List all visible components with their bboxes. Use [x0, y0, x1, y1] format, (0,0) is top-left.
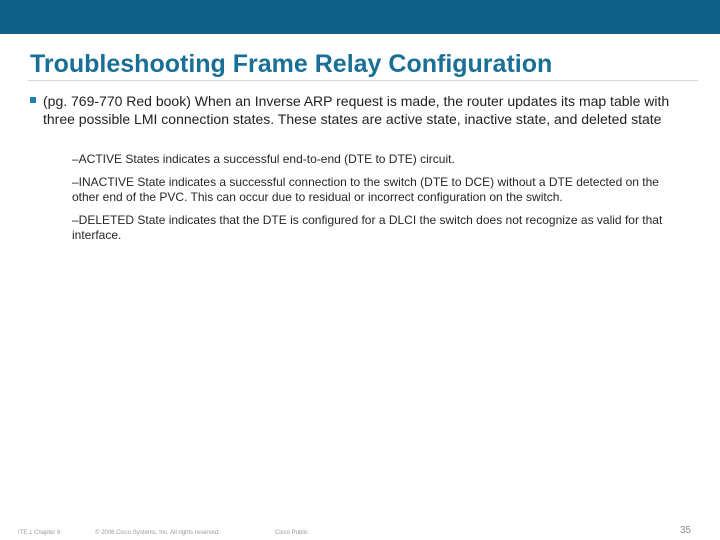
sub-bullet-list — [72, 152, 672, 251]
title-divider — [28, 80, 698, 81]
main-bullet-text: (pg. 769-770 Red book) When an Inverse ARP request is made, the router updates its map table with three possible LMI connection states. These states are active state, inactive state, and deleted state — [43, 93, 670, 127]
footer-classification: Cisco Public — [275, 530, 309, 536]
square-bullet-icon — [30, 97, 36, 103]
sub-bullet-deleted: –DELETED State indicates that the DTE is configured for a DLCI the switch does not recognize as valid for that interface. — [72, 213, 663, 242]
sub-bullet-inactive: –INACTIVE State indicates a successful connection to the switch (DTE to DCE) without a DTE detected on the other end of the PVC. This can occur due to residual or incorrect configuration on the switch. — [72, 175, 659, 204]
sub-bullet-active: –ACTIVE States indicates a successful end-to-end (DTE to DTE) circuit. — [72, 152, 455, 166]
top-header-bar — [0, 0, 720, 34]
footer-chapter: ITE 1 Chapter 6 — [18, 530, 61, 536]
footer-copyright: © 2006 Cisco Systems, Inc. All rights reserved. — [95, 530, 220, 536]
slide-title: Troubleshooting Frame Relay Configuration — [30, 50, 553, 78]
slide-footer — [0, 525, 720, 540]
main-bullet — [30, 92, 670, 128]
page-number: 35 — [679, 525, 691, 536]
